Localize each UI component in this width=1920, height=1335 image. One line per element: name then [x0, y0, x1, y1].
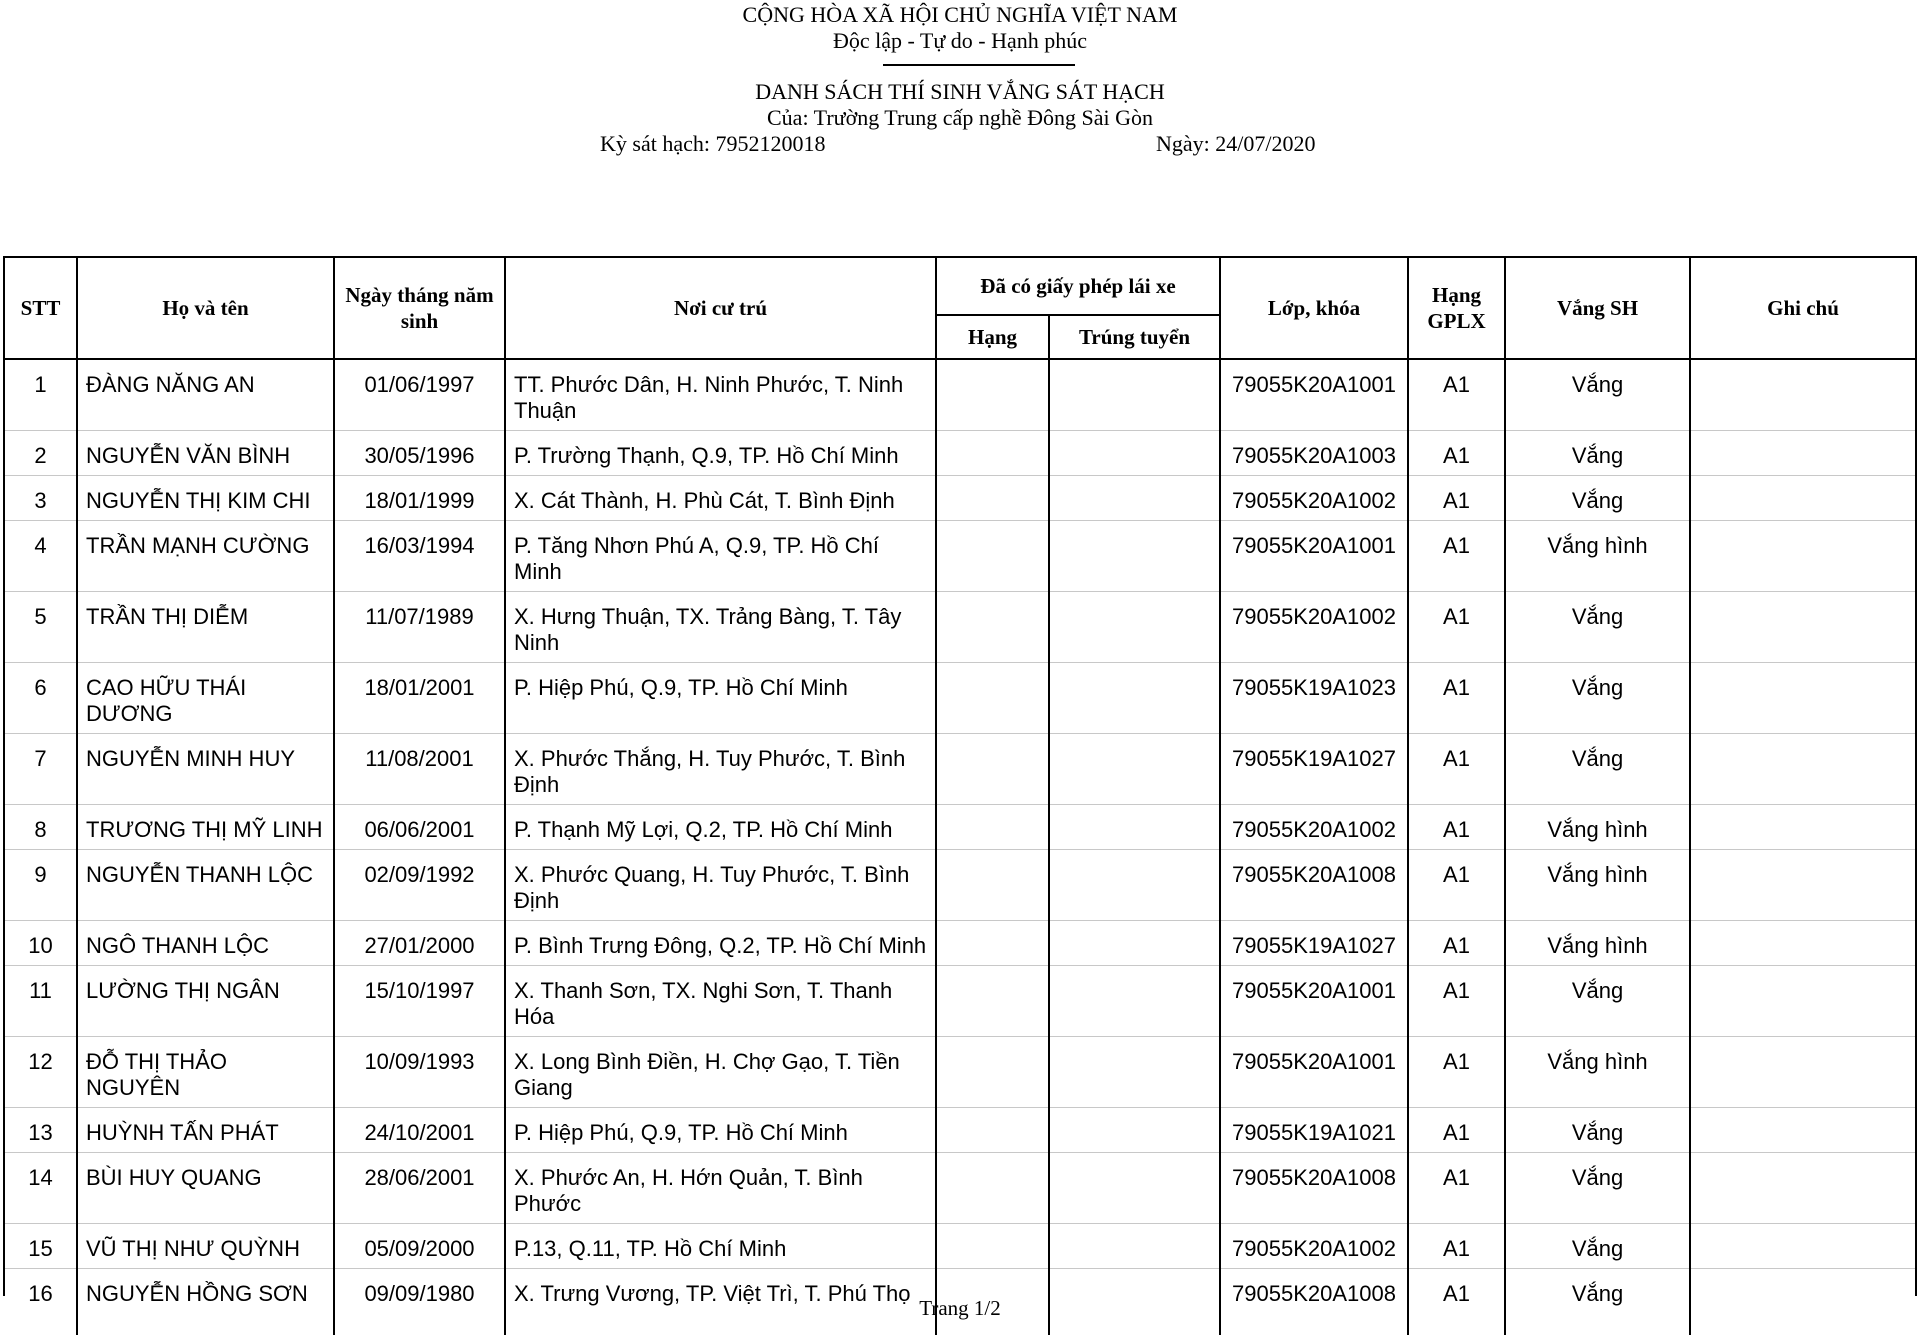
note-cell: [1690, 521, 1915, 592]
class-course-cell: 79055K20A1001: [1220, 966, 1408, 1037]
license-class-cell: [936, 734, 1049, 805]
header-class-course: Lớp, khóa: [1220, 258, 1408, 359]
header-stt: STT: [5, 258, 77, 359]
address-cell: X. Phước An, H. Hớn Quản, T. Bình Phước: [505, 1153, 936, 1224]
address-cell: X. Thanh Sơn, TX. Nghi Sơn, T. Thanh Hóa: [505, 966, 936, 1037]
license-selected-cell: [1049, 521, 1220, 592]
dob-cell: 16/03/1994: [334, 521, 505, 592]
absent-cell: Vắng: [1505, 734, 1690, 805]
stt-cell: 14: [5, 1153, 77, 1224]
note-cell: [1690, 1037, 1915, 1108]
dob-cell: 27/01/2000: [334, 921, 505, 966]
name-cell: BÙI HUY QUANG: [77, 1153, 334, 1224]
dob-cell: 18/01/2001: [334, 663, 505, 734]
gplx-class-cell: A1: [1408, 1269, 1505, 1335]
nation-name: CỘNG HÒA XÃ HỘI CHỦ NGHĨA VIỆT NAM: [0, 2, 1920, 28]
stt-cell: 5: [5, 592, 77, 663]
table-row: [5, 805, 1915, 850]
table-row: [5, 663, 1915, 734]
table-row: [5, 1037, 1915, 1108]
address-cell: TT. Phước Dân, H. Ninh Phước, T. Ninh Thuận: [505, 359, 936, 431]
name-cell: HUỲNH TẤN PHÁT: [77, 1108, 334, 1153]
note-cell: [1690, 1108, 1915, 1153]
license-class-cell: [936, 431, 1049, 476]
class-course-cell: 79055K20A1002: [1220, 592, 1408, 663]
license-class-cell: [936, 850, 1049, 921]
dob-cell: 30/05/1996: [334, 431, 505, 476]
license-class-cell: [936, 966, 1049, 1037]
absent-cell: Vắng: [1505, 1153, 1690, 1224]
license-selected-cell: [1049, 663, 1220, 734]
license-selected-cell: [1049, 1224, 1220, 1269]
class-course-cell: 79055K20A1003: [1220, 431, 1408, 476]
stt-cell: 1: [5, 359, 77, 431]
table-body: [5, 359, 1915, 1335]
address-cell: P. Trường Thạnh, Q.9, TP. Hồ Chí Minh: [505, 431, 936, 476]
license-class-cell: [936, 921, 1049, 966]
license-class-cell: [936, 592, 1049, 663]
class-course-cell: 79055K20A1008: [1220, 850, 1408, 921]
table-row: [5, 850, 1915, 921]
license-selected-cell: [1049, 431, 1220, 476]
absent-cell: Vắng hình: [1505, 805, 1690, 850]
gplx-class-cell: A1: [1408, 1037, 1505, 1108]
header-address: Nơi cư trú: [505, 258, 936, 359]
address-cell: P. Tăng Nhơn Phú A, Q.9, TP. Hồ Chí Minh: [505, 521, 936, 592]
address-cell: P. Bình Trưng Đông, Q.2, TP. Hồ Chí Minh: [505, 921, 936, 966]
absent-cell: Vắng: [1505, 592, 1690, 663]
address-cell: P. Hiệp Phú, Q.9, TP. Hồ Chí Minh: [505, 1108, 936, 1153]
exam-date: Ngày: 24/07/2020: [1156, 131, 1316, 157]
absent-cell: Vắng: [1505, 431, 1690, 476]
name-cell: NGUYỄN MINH HUY: [77, 734, 334, 805]
absent-cell: Vắng: [1505, 359, 1690, 431]
name-cell: NGUYỄN HỒNG SƠN: [77, 1269, 334, 1335]
address-cell: X. Phước Thắng, H. Tuy Phước, T. Bình Định: [505, 734, 936, 805]
license-class-cell: [936, 805, 1049, 850]
name-cell: TRẦN MẠNH CƯỜNG: [77, 521, 334, 592]
name-cell: TRƯƠNG THỊ MỸ LINH: [77, 805, 334, 850]
gplx-class-cell: A1: [1408, 592, 1505, 663]
dob-cell: 06/06/2001: [334, 805, 505, 850]
note-cell: [1690, 476, 1915, 521]
header-name: Họ và tên: [77, 258, 334, 359]
address-cell: X. Cát Thành, H. Phù Cát, T. Bình Định: [505, 476, 936, 521]
license-class-cell: [936, 359, 1049, 431]
note-cell: [1690, 431, 1915, 476]
address-cell: X. Trưng Vương, TP. Việt Trì, T. Phú Thọ: [505, 1269, 936, 1335]
header-divider: [883, 64, 1075, 66]
table-row: [5, 966, 1915, 1037]
address-cell: X. Hưng Thuận, TX. Trảng Bàng, T. Tây Ninh: [505, 592, 936, 663]
stt-cell: 9: [5, 850, 77, 921]
note-cell: [1690, 734, 1915, 805]
dob-cell: 05/09/2000: [334, 1224, 505, 1269]
name-cell: VŨ THỊ NHƯ QUỲNH: [77, 1224, 334, 1269]
license-class-cell: [936, 663, 1049, 734]
note-cell: [1690, 1153, 1915, 1224]
note-cell: [1690, 359, 1915, 431]
absent-cell: Vắng hình: [1505, 1037, 1690, 1108]
license-class-cell: [936, 1108, 1049, 1153]
header-license-group: Đã có giấy phép lái xe: [936, 258, 1220, 315]
note-cell: [1690, 592, 1915, 663]
note-cell: [1690, 1224, 1915, 1269]
header-note: Ghi chú: [1690, 258, 1915, 359]
license-selected-cell: [1049, 476, 1220, 521]
header-gplx-class: Hạng GPLX: [1408, 258, 1505, 359]
stt-cell: 3: [5, 476, 77, 521]
license-selected-cell: [1049, 850, 1220, 921]
name-cell: NGUYỄN THỊ KIM CHI: [77, 476, 334, 521]
stt-cell: 10: [5, 921, 77, 966]
class-course-cell: 79055K20A1002: [1220, 476, 1408, 521]
address-cell: X. Long Bình Điền, H. Chợ Gạo, T. Tiền Giang: [505, 1037, 936, 1108]
license-class-cell: [936, 1224, 1049, 1269]
table-row: [5, 431, 1915, 476]
absent-cell: Vắng: [1505, 1224, 1690, 1269]
gplx-class-cell: A1: [1408, 850, 1505, 921]
national-motto: Độc lập - Tự do - Hạnh phúc: [0, 28, 1920, 54]
note-cell: [1690, 805, 1915, 850]
absent-cell: Vắng hình: [1505, 521, 1690, 592]
header-dob: Ngày tháng năm sinh: [334, 258, 505, 359]
license-selected-cell: [1049, 1153, 1220, 1224]
table-row: [5, 734, 1915, 805]
gplx-class-cell: A1: [1408, 359, 1505, 431]
license-selected-cell: [1049, 1037, 1220, 1108]
dob-cell: 01/06/1997: [334, 359, 505, 431]
license-selected-cell: [1049, 921, 1220, 966]
gplx-class-cell: A1: [1408, 1224, 1505, 1269]
dob-cell: 18/01/1999: [334, 476, 505, 521]
license-selected-cell: [1049, 1108, 1220, 1153]
license-selected-cell: [1049, 966, 1220, 1037]
stt-cell: 13: [5, 1108, 77, 1153]
document-title: DANH SÁCH THÍ SINH VẮNG SÁT HẠCH: [0, 79, 1920, 105]
name-cell: ĐÀNG NĂNG AN: [77, 359, 334, 431]
gplx-class-cell: A1: [1408, 921, 1505, 966]
gplx-class-cell: A1: [1408, 431, 1505, 476]
address-cell: P. Thạnh Mỹ Lợi, Q.2, TP. Hồ Chí Minh: [505, 805, 936, 850]
name-cell: NGUYỄN VĂN BÌNH: [77, 431, 334, 476]
gplx-class-cell: A1: [1408, 663, 1505, 734]
note-cell: [1690, 966, 1915, 1037]
license-selected-cell: [1049, 592, 1220, 663]
class-course-cell: 79055K20A1002: [1220, 1224, 1408, 1269]
exam-code: Kỳ sát hạch: 7952120018: [600, 131, 825, 157]
note-cell: [1690, 921, 1915, 966]
table-row: [5, 1108, 1915, 1153]
note-cell: [1690, 663, 1915, 734]
address-cell: P. Hiệp Phú, Q.9, TP. Hồ Chí Minh: [505, 663, 936, 734]
dob-cell: 09/09/1980: [334, 1269, 505, 1335]
license-selected-cell: [1049, 734, 1220, 805]
gplx-class-cell: A1: [1408, 805, 1505, 850]
absent-cell: Vắng hình: [1505, 850, 1690, 921]
stt-cell: 7: [5, 734, 77, 805]
absent-cell: Vắng hình: [1505, 921, 1690, 966]
absent-cell: Vắng: [1505, 966, 1690, 1037]
name-cell: LƯỜNG THỊ NGÂN: [77, 966, 334, 1037]
header-license-selected: Trúng tuyển: [1049, 315, 1220, 359]
class-course-cell: 79055K20A1008: [1220, 1153, 1408, 1224]
table-row: [5, 1153, 1915, 1224]
school-name: Của: Trường Trung cấp nghề Đông Sài Gòn: [0, 105, 1920, 131]
stt-cell: 2: [5, 431, 77, 476]
stt-cell: 6: [5, 663, 77, 734]
table-row: [5, 1224, 1915, 1269]
table-row: [5, 921, 1915, 966]
table-row: [5, 359, 1915, 431]
class-course-cell: 79055K20A1002: [1220, 805, 1408, 850]
gplx-class-cell: A1: [1408, 966, 1505, 1037]
class-course-cell: 79055K19A1021: [1220, 1108, 1408, 1153]
class-course-cell: 79055K19A1023: [1220, 663, 1408, 734]
name-cell: NGÔ THANH LỘC: [77, 921, 334, 966]
class-course-cell: 79055K19A1027: [1220, 921, 1408, 966]
gplx-class-cell: A1: [1408, 734, 1505, 805]
address-cell: X. Phước Quang, H. Tuy Phước, T. Bình Định: [505, 850, 936, 921]
name-cell: NGUYỄN THANH LỘC: [77, 850, 334, 921]
absent-candidates-table: [3, 256, 1917, 1296]
dob-cell: 24/10/2001: [334, 1108, 505, 1153]
class-course-cell: 79055K19A1027: [1220, 734, 1408, 805]
absent-cell: Vắng: [1505, 476, 1690, 521]
stt-cell: 15: [5, 1224, 77, 1269]
license-class-cell: [936, 521, 1049, 592]
name-cell: ĐỖ THỊ THẢO NGUYÊN: [77, 1037, 334, 1108]
stt-cell: 4: [5, 521, 77, 592]
table-row: [5, 521, 1915, 592]
gplx-class-cell: A1: [1408, 476, 1505, 521]
name-cell: CAO HỮU THÁI DƯƠNG: [77, 663, 334, 734]
table-row: [5, 476, 1915, 521]
absent-cell: Vắng: [1505, 1269, 1690, 1335]
gplx-class-cell: A1: [1408, 1108, 1505, 1153]
license-class-cell: [936, 1037, 1049, 1108]
license-selected-cell: [1049, 805, 1220, 850]
stt-cell: 16: [5, 1269, 77, 1335]
stt-cell: 8: [5, 805, 77, 850]
stt-cell: 11: [5, 966, 77, 1037]
dob-cell: 11/07/1989: [334, 592, 505, 663]
header-absent: Vắng SH: [1505, 258, 1690, 359]
class-course-cell: 79055K20A1001: [1220, 1037, 1408, 1108]
absent-cell: Vắng: [1505, 663, 1690, 734]
dob-cell: 11/08/2001: [334, 734, 505, 805]
header-license-class: Hạng: [936, 315, 1049, 359]
dob-cell: 10/09/1993: [334, 1037, 505, 1108]
class-course-cell: 79055K20A1001: [1220, 521, 1408, 592]
dob-cell: 15/10/1997: [334, 966, 505, 1037]
class-course-cell: 79055K20A1001: [1220, 359, 1408, 431]
gplx-class-cell: A1: [1408, 1153, 1505, 1224]
note-cell: [1690, 850, 1915, 921]
dob-cell: 02/09/1992: [334, 850, 505, 921]
name-cell: TRẦN THỊ DIỄM: [77, 592, 334, 663]
license-selected-cell: [1049, 359, 1220, 431]
gplx-class-cell: A1: [1408, 521, 1505, 592]
absent-cell: Vắng: [1505, 1108, 1690, 1153]
table-row: [5, 592, 1915, 663]
address-cell: P.13, Q.11, TP. Hồ Chí Minh: [505, 1224, 936, 1269]
license-class-cell: [936, 1153, 1049, 1224]
stt-cell: 12: [5, 1037, 77, 1108]
page-number: Trang 1/2: [0, 1296, 1920, 1321]
class-course-cell: 79055K20A1008: [1220, 1269, 1408, 1335]
license-class-cell: [936, 476, 1049, 521]
dob-cell: 28/06/2001: [334, 1153, 505, 1224]
